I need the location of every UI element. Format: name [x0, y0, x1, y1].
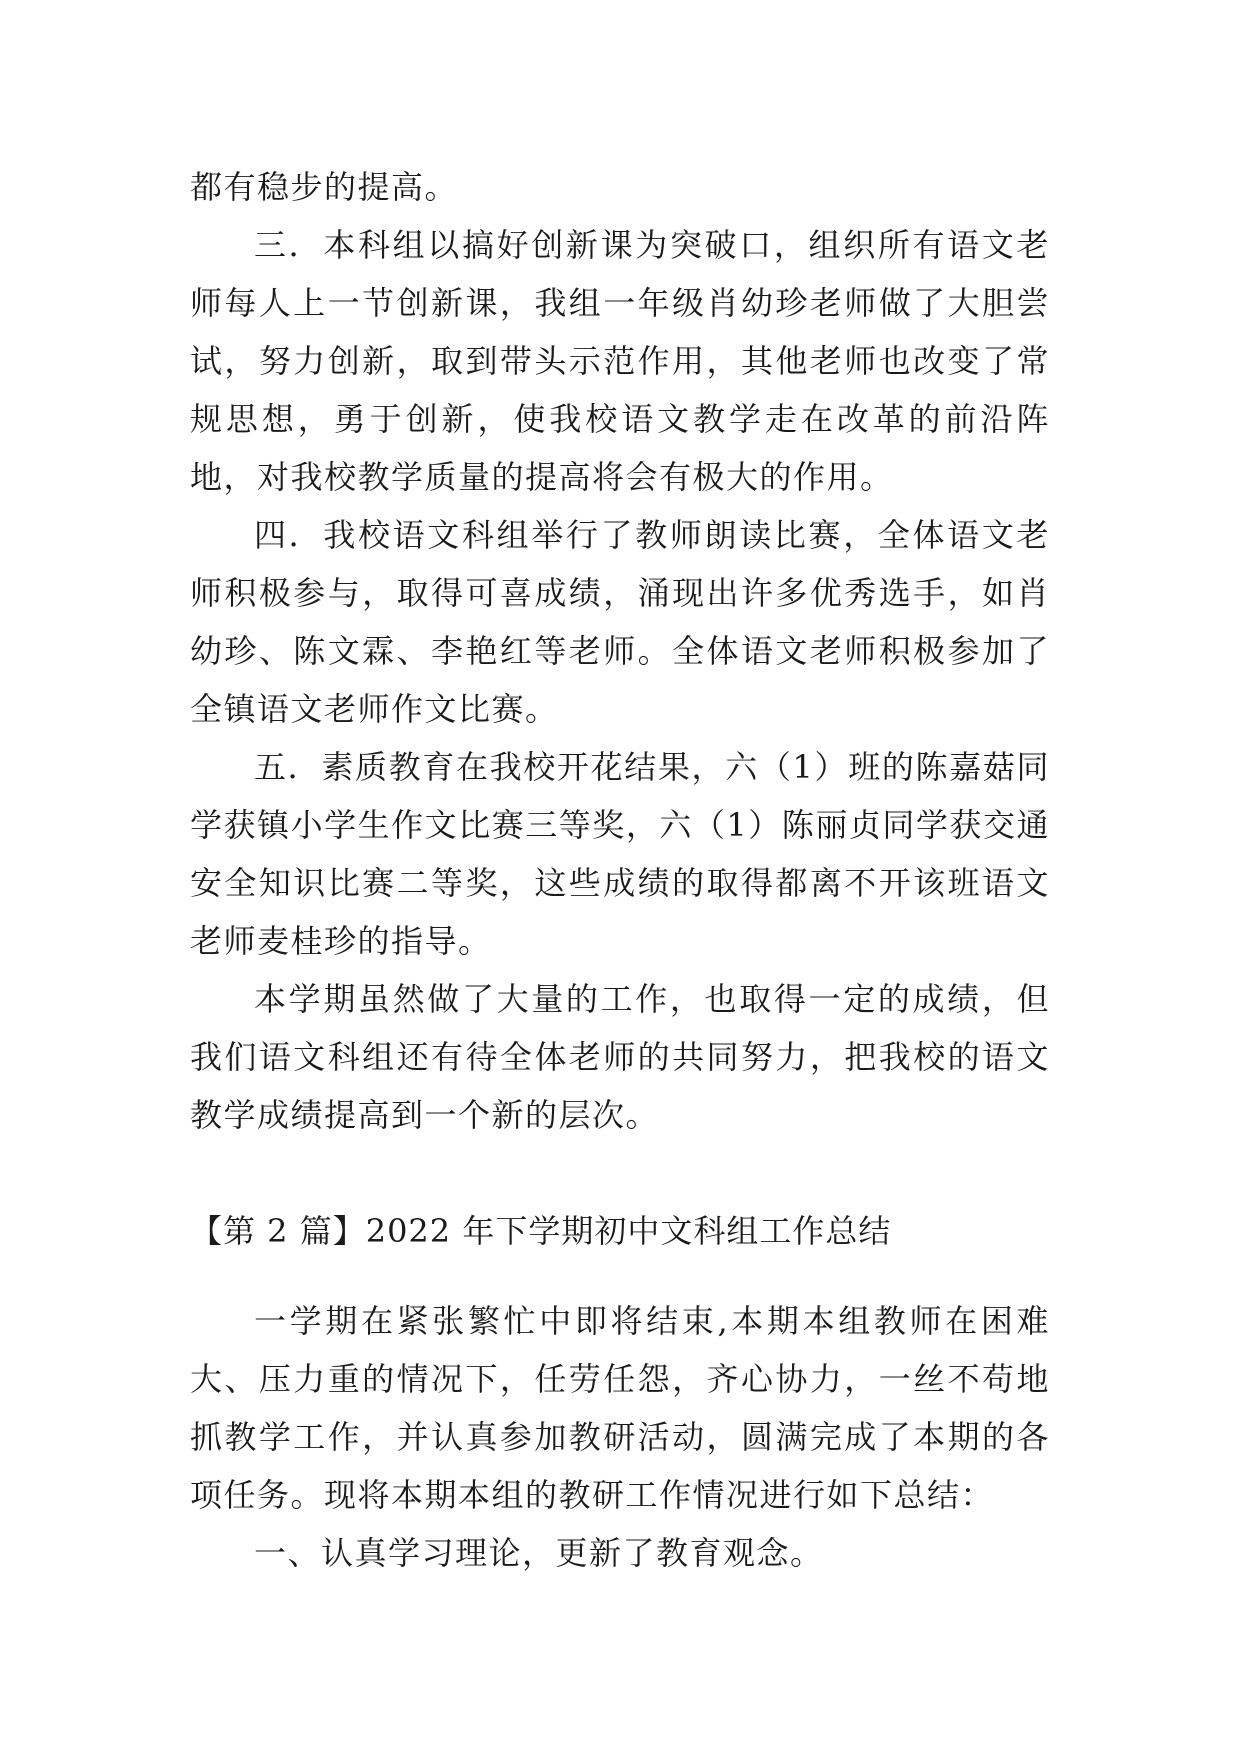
- paragraph-item-3: 三．本科组以搞好创新课为突破口，组织所有语文老师每人上一节创新课，我组一年级肖幼珍老师做了大胆尝试，努力创新，取到带头示范作用，其他老师也改变了常规思想，勇于创新，使我校语文教学走在改革的前沿阵地，对我校教学质量的提高将会有极大的作用。: [190, 226, 1050, 496]
- paragraph-continuation: 都有稳步的提高。: [190, 168, 459, 206]
- paragraph-item-4: 四．我校语文科组举行了教师朗读比赛，全体语文老师积极参与，取得可喜成绩，涌现出许多优秀选手，如肖幼珍、陈文霖、李艳红等老师。全体语文老师积极参加了全镇语文老师作文比赛。: [190, 516, 1050, 728]
- section-heading: 【第 2 篇】2022 年下学期初中文科组工作总结: [190, 1212, 892, 1250]
- section-point-1: 一、认真学习理论，更新了教育观念。: [254, 1534, 824, 1572]
- paragraph-conclusion: 本学期虽然做了大量的工作，也取得一定的成绩，但我们语文科组还有待全体老师的共同努力，把我校的语文教学成绩提高到一个新的层次。: [190, 980, 1050, 1134]
- section-intro-paragraph: 一学期在紧张繁忙中即将结束,本期本组教师在困难大、压力重的情况下，任劳任怨，齐心协力，一丝不苟地抓教学工作，并认真参加教研活动，圆满完成了本期的各项任务。现将本期本组的教研工作情况进行如下总结：: [190, 1302, 1050, 1514]
- document-body: [190, 158, 1050, 1582]
- paragraph-item-5: 五．素质教育在我校开花结果，六（1）班的陈嘉菇同学获镇小学生作文比赛三等奖，六（1）陈丽贞同学获交通安全知识比赛二等奖，这些成绩的取得都离不开该班语文老师麦桂珍的指导。: [190, 748, 1050, 960]
